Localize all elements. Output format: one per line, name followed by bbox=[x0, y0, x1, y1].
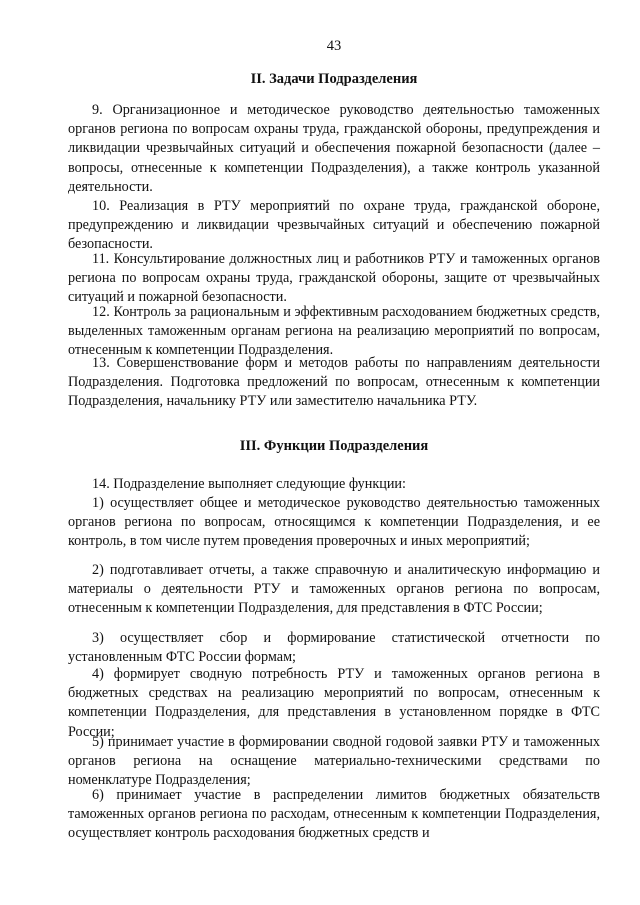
section-2-heading: II. Задачи Подразделения bbox=[250, 71, 418, 87]
task-item-12: 12. Контроль за рациональным и эффективным расходованием бюджетных средств, выделенных таможенным органам региона на реализацию мероприятий по вопросам, отнесенным к компетенции Подразделения. bbox=[68, 304, 600, 359]
function-item-4: 4) формирует сводную потребность РТУ и таможенных органов региона в бюджетных средствах на реализацию мероприятий по вопросам, отнесенным к компетенции Подразделения, для представления в установленном порядке в ФТС России; bbox=[68, 666, 600, 740]
function-item-6: 6) принимает участие в распределении лимитов бюджетных обязательств таможенных органов региона по расходам, отнесенным к компетенции Подразделения, осуществляет контроль расходования бюджетных средств и bbox=[68, 787, 600, 842]
function-item-3: 3) осуществляет сбор и формирование статистической отчетности по установленным ФТС России формам; bbox=[68, 630, 600, 666]
function-item-5: 5) принимает участие в формировании сводной годовой заявки РТУ и таможенных органов региона на оснащение материально-техническими средствами по номенклатуре Подразделения; bbox=[68, 734, 600, 789]
task-item-11: 11. Консультирование должностных лиц и работников РТУ и таможенных органов региона по вопросам охраны труда, гражданской обороны, защите от чрезвычайных ситуаций и пожарной безопасности. bbox=[68, 251, 600, 306]
task-item-13: 13. Совершенствование форм и методов работы по направлениям деятельности Подразделения. Подготовка предложений по вопросам, отнесенным к компетенции Подразделения, начальнику РТУ или заместителю начальника РТУ. bbox=[68, 355, 600, 410]
section-3-heading: III. Функции Подразделения bbox=[239, 438, 429, 454]
functions-intro: 14. Подразделение выполняет следующие функции: bbox=[92, 476, 406, 492]
task-item-10: 10. Реализация в РТУ мероприятий по охране труда, гражданской обороне, предупреждению и ликвидации чрезвычайных ситуаций и обеспечению пожарной безопасности. bbox=[68, 198, 600, 253]
function-item-1: 1) осуществляет общее и методическое руководство деятельностью таможенных органов региона по вопросам, относящимся к компетенции Подразделения, и ее контроль, в том числе путем проведения проверочных и иных мероприятий; bbox=[68, 495, 600, 550]
task-item-9: 9. Организационное и методическое руководство деятельностью таможенных органов региона по вопросам охраны труда, гражданской обороны, предупреждения и ликвидации чрезвычайных ситуаций и обеспечения пожарной безопасности (далее – вопросы, отнесенные к компетенции Подразделения), а также контроль указанной деятельности. bbox=[68, 102, 600, 195]
page-number: 43 bbox=[326, 38, 342, 54]
function-item-2: 2) подготавливает отчеты, а также справочную и аналитическую информацию и материалы о деятельности РТУ и таможенных органов региона по вопросам, отнесенным к компетенции Подразделения, для представления в ФТС России; bbox=[68, 562, 600, 617]
